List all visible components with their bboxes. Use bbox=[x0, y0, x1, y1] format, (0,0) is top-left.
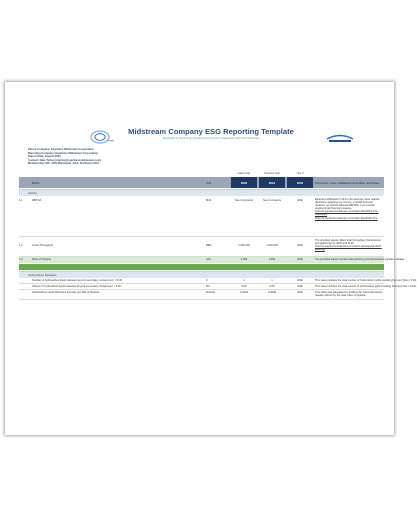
metric-name: EBITDA bbox=[32, 199, 42, 202]
year2-top-label: Previous Year bbox=[264, 172, 280, 175]
year2-value: 1 bbox=[271, 279, 273, 282]
year3-column-header bbox=[287, 177, 313, 188]
row-number: 1.3 bbox=[19, 258, 23, 261]
row-comment: This value includes the total volume of hydrocarbon spills resulting from any flow ≥ 5 bbl. bbox=[315, 285, 417, 288]
year1-value: 2,090 bbox=[240, 258, 248, 261]
meta-report-date: Report Date: August 2021 bbox=[28, 155, 61, 159]
metric-unit: mile bbox=[206, 258, 211, 261]
meta-reporting-company: Reporting Company: Equitrans Midstream Corporation bbox=[28, 151, 99, 155]
year2-value: 1,004,000 bbox=[266, 244, 278, 247]
comment-text: The provided values reflect total throughput (transmission and gathering) for 2020 and 2019. bbox=[315, 239, 382, 246]
page-title: Midstream Company ESG Reporting Template bbox=[128, 127, 294, 136]
year3-label: 2018 bbox=[296, 181, 304, 185]
year1-label: 2020 bbox=[240, 181, 248, 185]
unit-column-header: Unit bbox=[206, 181, 211, 185]
year2-value: 2,090 bbox=[268, 258, 276, 261]
comment-link[interactable]: https://ir.equitransmidstream.com/news-releases/q4-2020-earnings bbox=[315, 245, 382, 252]
row-comment: This value was calculated by dividing the total hydrocarbon release volume by the total miles of pipeline. bbox=[315, 291, 383, 298]
metric-name: Miles of Pipeline bbox=[32, 258, 51, 261]
row-comment: This value includes the total number of hydrocarbon spills resulting from any flow ≥ 5 bbl. bbox=[315, 279, 417, 282]
comment-link[interactable]: https://ir.equitransmidstream.com/static-files/2020-10-k bbox=[315, 216, 378, 220]
year1-value: 1,062,000 bbox=[238, 244, 250, 247]
document-page bbox=[5, 82, 417, 435]
row-number: 1.1 bbox=[19, 199, 23, 202]
meta-contact: Contact: Nate Tetlow (ntetlow@equitransmidstream.com) bbox=[28, 158, 102, 162]
row-comment bbox=[315, 198, 383, 220]
metric-column-header: Metric bbox=[32, 181, 40, 185]
year3-value: ENE bbox=[297, 285, 303, 288]
year2-label: 2019 bbox=[268, 181, 276, 185]
section-hydrocarbon-label: Hydrocarbon Releases bbox=[28, 273, 57, 277]
year1-value: 0.0029 bbox=[240, 291, 248, 294]
table-row bbox=[19, 257, 405, 263]
comment-link[interactable]: https://ir.equitransmidstream.com/static-files/2019-10-k-midstream bbox=[315, 210, 379, 217]
energy-infrastructure-council-logo bbox=[89, 129, 115, 145]
table-row bbox=[19, 237, 384, 257]
metric-unit: bbl bbox=[206, 285, 210, 288]
year3-value: ENE bbox=[297, 199, 303, 202]
meta-membership: Membership: EIC, GPA Midstream, AGA, Northeast AGA bbox=[28, 162, 100, 166]
year1-value: 6.05 bbox=[241, 285, 247, 288]
row-number: 1.2 bbox=[19, 244, 23, 247]
comments-column-header: Comments, Links, Additional Information, and Notes bbox=[315, 181, 380, 185]
year2-value: 0.0029 bbox=[268, 291, 276, 294]
page-content bbox=[5, 82, 417, 435]
metric-name: Gross Throughput bbox=[32, 244, 53, 247]
year1-value: See Comments bbox=[235, 199, 253, 202]
page-subtitle: Developed by the Energy Infrastructure Council in collaboration with GPA Midstream bbox=[162, 137, 260, 140]
metric-name: Hydrocarbon Liquid Releases Intensity per Mile of Pipeline bbox=[32, 291, 100, 294]
year2-column-header bbox=[259, 177, 285, 188]
metric-name: Volume of hydrocarbon liquid releases beyond secondary containment > 5 bbl bbox=[32, 285, 122, 288]
year3-value: ENE bbox=[297, 258, 303, 261]
year3-value: ENE bbox=[297, 244, 303, 247]
section-green-band bbox=[19, 264, 384, 270]
year3-top-label: Year 3 bbox=[296, 172, 304, 175]
year1-column-header bbox=[231, 177, 257, 188]
row-comment: The provided values include total gathering and transmission pipeline mileage. bbox=[315, 258, 405, 261]
metric-unit: $US bbox=[206, 199, 212, 202]
midstream-logo bbox=[325, 131, 355, 145]
section-hydrocarbon bbox=[19, 271, 384, 278]
year3-value: ENE bbox=[297, 279, 303, 282]
year2-value: 6.00 bbox=[269, 285, 275, 288]
comment-text: Equitrans Midstream's 10-K is its earnings news release disclosing regarding net income, a GAAP financial measure, as well as adjusted EBITDA, a non-GAAP supplemental financial measure. bbox=[315, 198, 380, 211]
table-row bbox=[19, 196, 384, 237]
metric-unit: BBtu bbox=[206, 244, 212, 247]
metric-unit: bbl/mile bbox=[206, 291, 215, 294]
table-header bbox=[19, 177, 384, 188]
row-comment bbox=[315, 239, 383, 251]
report-metadata bbox=[28, 148, 101, 166]
year1-value: 1 bbox=[243, 279, 245, 282]
section-activity-label: Activity bbox=[28, 191, 37, 195]
metric-name: Number of hydrocarbon liquid releases beyond secondary containment > 5 bbl bbox=[32, 279, 122, 282]
metric-unit: # bbox=[206, 279, 208, 282]
year1-top-label: Latest Year bbox=[237, 172, 251, 175]
meta-parent-company: Parent Company: Equitrans Midstream Corporation bbox=[28, 148, 94, 151]
table-row bbox=[19, 290, 384, 300]
section-activity bbox=[19, 189, 384, 196]
year3-value: ENE bbox=[297, 291, 303, 294]
year2-value: See Comments bbox=[263, 199, 281, 202]
